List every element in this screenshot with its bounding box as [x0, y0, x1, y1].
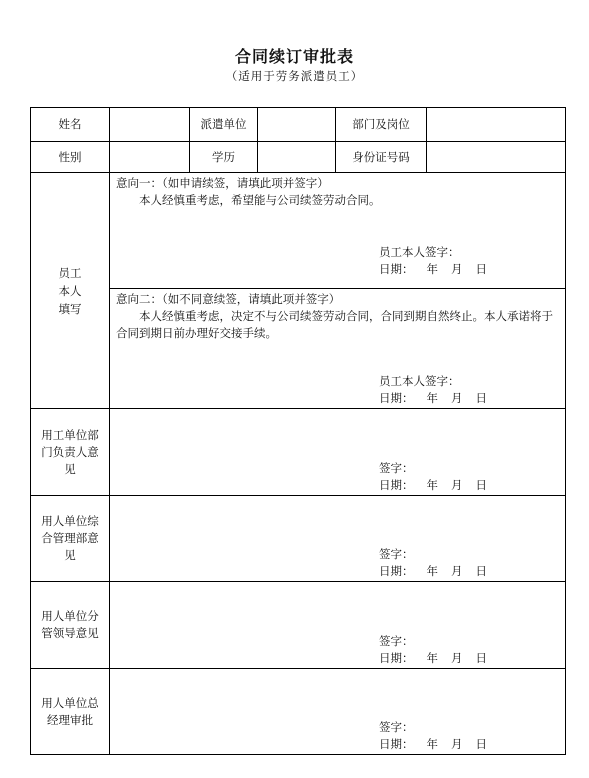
intent-2-text: 本人经慎重考虑，决定不与公司续签劳动合同，合同到期自然终止。本人承诺将于合同到期日前办理好交接手续。	[116, 309, 553, 340]
opinion-3-label: 用人单位分管领导意见	[31, 582, 110, 669]
row-opinion-4	[31, 669, 566, 755]
dispatch-unit-value-cell[interactable]	[258, 108, 336, 142]
opinion-4-date-row	[379, 736, 487, 753]
dispatch-unit-label: 派遣单位	[190, 108, 258, 142]
id-number-label: 身份证号码	[336, 142, 427, 173]
opinion-4-label: 用人单位总经理审批	[31, 669, 110, 755]
opinion-1-date-label: 日期：	[379, 478, 414, 492]
row-name	[31, 108, 566, 142]
opinion-3-date-row	[379, 650, 487, 667]
row-gender	[31, 142, 566, 173]
opinion-2-date-row	[379, 563, 487, 580]
intent-1-day: 日	[475, 262, 487, 276]
opinion-2-block[interactable]	[110, 496, 566, 582]
opinion-1-date-row	[379, 477, 487, 494]
intent-1-text: 本人经慎重考虑，希望能与公司续签劳动合同。	[139, 193, 381, 207]
intent-2-month: 月	[451, 391, 463, 405]
opinion-2-month: 月	[451, 564, 463, 578]
name-label: 姓名	[31, 108, 110, 142]
intent-1-date-label: 日期：	[379, 262, 414, 276]
intent-2-date-row	[379, 390, 487, 407]
id-number-value-cell[interactable]	[427, 142, 566, 173]
opinion-2-date-label: 日期：	[379, 564, 414, 578]
dept-post-label: 部门及岗位	[336, 108, 427, 142]
opinion-4-month: 月	[451, 737, 463, 751]
row-intent-1	[31, 173, 566, 289]
opinion-4-date-label: 日期：	[379, 737, 414, 751]
employee-section-label: 员工 本人 填写	[31, 173, 110, 409]
form-subtitle: （适用于劳务派遣员工）	[225, 69, 364, 83]
opinion-3-date-label: 日期：	[379, 651, 414, 665]
intent-1-block[interactable]	[110, 173, 566, 289]
intent-2-block[interactable]	[110, 289, 566, 409]
opinion-4-block[interactable]	[110, 669, 566, 755]
intent-2-sign-label: 员工本人签字：	[379, 374, 460, 388]
intent-1-sign-label: 员工本人签字：	[379, 245, 460, 259]
intent-2-heading: 意向二：（如不同意续签，请填此项并签字）	[116, 292, 341, 306]
row-intent-2	[31, 289, 566, 409]
intent-1-year: 年	[426, 262, 438, 276]
opinion-1-day: 日	[475, 478, 487, 492]
opinion-4-day: 日	[475, 737, 487, 751]
opinion-3-sign-label: 签字：	[379, 634, 414, 648]
opinion-1-year: 年	[426, 478, 438, 492]
intent-1-heading: 意向一：（如申请续签，请填此项并签字）	[116, 176, 329, 190]
opinion-2-day: 日	[475, 564, 487, 578]
education-value-cell[interactable]	[258, 142, 336, 173]
opinion-2-sign-label: 签字：	[379, 547, 414, 561]
opinion-3-month: 月	[451, 651, 463, 665]
education-label: 学历	[190, 142, 258, 173]
form-title: 合同续订审批表	[234, 47, 354, 66]
opinion-1-label: 用工单位部门负责人意见	[31, 409, 110, 496]
opinion-3-year: 年	[426, 651, 438, 665]
gender-value-cell[interactable]	[110, 142, 190, 173]
intent-2-day: 日	[475, 391, 487, 405]
name-value-cell[interactable]	[110, 108, 190, 142]
opinion-3-block[interactable]	[110, 582, 566, 669]
opinion-3-day: 日	[475, 651, 487, 665]
opinion-2-year: 年	[426, 564, 438, 578]
opinion-4-sign-label: 签字：	[379, 720, 414, 734]
row-opinion-2	[31, 496, 566, 582]
approval-form-table	[30, 107, 566, 755]
intent-1-date-row	[379, 261, 487, 278]
opinion-2-label: 用人单位综合管理部意见	[31, 496, 110, 582]
intent-2-year: 年	[426, 391, 438, 405]
opinion-4-year: 年	[426, 737, 438, 751]
gender-label: 性别	[31, 142, 110, 173]
opinion-1-block[interactable]	[110, 409, 566, 496]
intent-1-month: 月	[451, 262, 463, 276]
opinion-1-month: 月	[451, 478, 463, 492]
row-opinion-1	[31, 409, 566, 496]
row-opinion-3	[31, 582, 566, 669]
opinion-1-sign-label: 签字：	[379, 461, 414, 475]
intent-2-date-label: 日期：	[379, 391, 414, 405]
dept-post-value-cell[interactable]	[427, 108, 566, 142]
